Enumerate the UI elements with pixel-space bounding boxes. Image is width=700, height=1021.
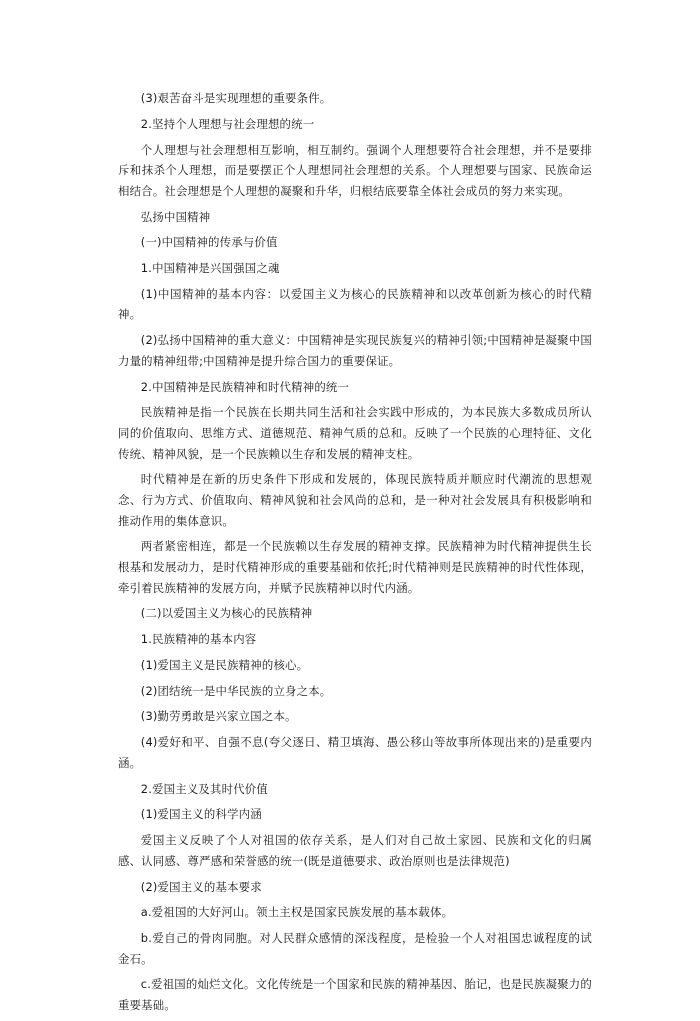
paragraph: (1)爱国主义是民族精神的核心。 bbox=[140, 657, 309, 672]
section-heading: 弘扬中国精神 bbox=[140, 209, 211, 224]
paragraph: (3)勤劳勇敢是兴家立国之本。 bbox=[140, 709, 297, 724]
paragraph: (3)艰苦奋斗是实现理想的重要条件。 bbox=[140, 91, 332, 105]
paragraph: 爱国主义反映了个人对祖国的依存关系，是人们对自己故土家园、民族和文化的归属感、认同感、尊严感和荣誉感的统一(既是道德要求、政治原则也是法律规范) bbox=[118, 833, 592, 868]
paragraph: 2.中国精神是民族精神和时代精神的统一 bbox=[140, 379, 350, 394]
paragraph: 2.爱国主义及其时代价值 bbox=[140, 781, 268, 796]
paragraph: 民族精神是指一个民族在长期共同生活和社会实践中形成的，为本民族大多数成员所认同的价值取向、思维方式、道德规范、精神气质的总和。反映了一个民族的心理特征、文化传统、精神风貌，是一个民族赖以生存和发展的精神支柱。 bbox=[118, 405, 592, 461]
paragraph: b.爱自己的骨肉同胞。对人民群众感情的深浅程度，是检验一个人对祖国忠诚程度的试金石。 bbox=[118, 931, 592, 966]
paragraph: 1.民族精神的基本内容 bbox=[140, 632, 257, 647]
subsection-heading: (二)以爱国主义为核心的民族精神 bbox=[140, 606, 313, 621]
paragraph: a.爱祖国的大好河山。领土主权是国家民族发展的基本载体。 bbox=[140, 905, 454, 920]
paragraph: (1)中国精神的基本内容：以爱国主义为核心的民族精神和以改革创新为核心的时代精神。 bbox=[118, 286, 592, 322]
paragraph: (4)爱好和平、自强不息(夸父逐日、精卫填海、愚公移山等故事所体现出来的)是重要内涵。 bbox=[118, 735, 592, 770]
paragraph: (1)爱国主义的科学内涵 bbox=[140, 807, 262, 822]
paragraph: 2.坚持个人理想与社会理想的统一 bbox=[140, 116, 315, 131]
paragraph: c.爱祖国的灿烂文化。文化传统是一个国家和民族的精神基因、胎记，也是民族凝聚力的重要基础。 bbox=[118, 977, 592, 1013]
paragraph: (2)团结统一是中华民族的立身之本。 bbox=[140, 683, 332, 698]
paragraph: 个人理想与社会理想相互影响，相互制约。强调个人理想要符合社会理想，并不是要排斥和抹杀个人理想，而是要摆正个人理想同社会理想的关系。个人理想要与国家、民族命运相结合。社会理想是个人理想的凝聚和升华，归根结底要靠全体社会成员的努力来实现。 bbox=[118, 142, 592, 198]
paragraph: 1.中国精神是兴国强国之魂 bbox=[140, 261, 280, 276]
document-body bbox=[118, 88, 592, 1021]
paragraph: 时代精神是在新的历史条件下形成和发展的，体现民族特质并顺应时代潮流的思想观念、行为方式、价值取向、精神风貌和社会风尚的总和，是一种对社会发展具有积极影响和推动作用的集体意识。 bbox=[118, 472, 592, 528]
subsection-heading: (一)中国精神的传承与价值 bbox=[140, 235, 278, 250]
paragraph: (2)弘扬中国精神的重大意义：中国精神是实现民族复兴的精神引领;中国精神是凝聚中国力量的精神纽带;中国精神是提升综合国力的重要保证。 bbox=[118, 333, 592, 368]
paragraph: (2)爱国主义的基本要求 bbox=[140, 879, 262, 894]
paragraph: 两者紧密相连，都是一个民族赖以生存发展的精神支撑。民族精神为时代精神提供生长根基和发展动力，是时代精神形成的重要基础和依托;时代精神则是民族精神的时代性体现，牵引着民族精神的发展方向，并赋予民族精神以时代内涵。 bbox=[118, 539, 592, 595]
